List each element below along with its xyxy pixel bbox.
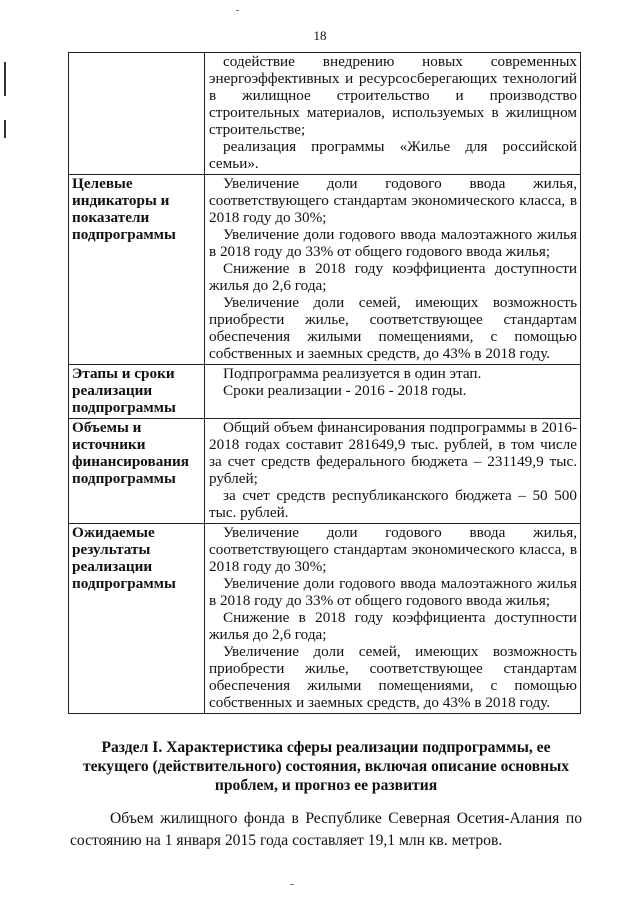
row-paragraph: Общий объем финансирования подпрограммы в 2016-2018 годах составит 281649,9 тыс. рублей, в том числе за счет средств федерального бюджета – 231149,9 тыс. рублей; xyxy=(209,419,577,487)
table-row xyxy=(69,524,581,714)
scan-artifact xyxy=(290,884,294,885)
section-heading: Раздел I. Характеристика сферы реализации подпрограммы, ее текущего (действительного) состояния, включая описание основных проблем, и прогноз ее развития xyxy=(82,739,570,794)
scan-margin-mark xyxy=(4,62,6,96)
row-label: Ожидаемые результаты реализации подпрограммы xyxy=(69,524,205,714)
row-content xyxy=(205,175,581,365)
body-paragraph: Объем жилищного фонда в Республике Северная Осетия-Алания по состоянию на 1 января 2015 года составляет 19,1 млн кв. метров. xyxy=(70,810,582,849)
row-paragraph: Увеличение доли годового ввода жилья, соответствующего стандартам экономического класса, в 2018 году до 30%; xyxy=(209,524,577,575)
row-paragraph: содействие внедрению новых современных энергоэффективных и ресурсосберегающих технологий в жилищное строительство и производство строительных материалов, используемых в жилищном строительстве; xyxy=(209,53,577,138)
row-paragraph: Снижение в 2018 году коэффициента доступности жилья до 2,6 года; xyxy=(209,260,577,294)
table-row xyxy=(69,175,581,365)
row-paragraph: реализация программы «Жилье для российской семьи». xyxy=(209,138,577,172)
scan-artifact xyxy=(236,10,239,11)
row-label: Целевые индикаторы и показатели подпрограммы xyxy=(69,175,205,365)
scan-margin-mark xyxy=(4,120,6,138)
row-label xyxy=(69,53,205,175)
row-paragraph: Увеличение доли годового ввода малоэтажного жилья в 2018 году до 33% от общего годового ввода жилья; xyxy=(209,226,577,260)
row-content xyxy=(205,365,581,419)
row-content xyxy=(205,524,581,714)
row-paragraph: Увеличение доли годового ввода жилья, соответствующего стандартам экономического класса, в 2018 году до 30%; xyxy=(209,175,577,226)
page-number: 18 xyxy=(313,28,327,43)
row-label: Этапы и сроки реализации подпрограммы xyxy=(69,365,205,419)
row-paragraph: Сроки реализации - 2016 - 2018 годы. xyxy=(223,382,467,399)
row-content xyxy=(205,419,581,524)
subprogram-passport-table xyxy=(68,52,581,714)
table-row xyxy=(69,419,581,524)
row-paragraph: Увеличение доли семей, имеющих возможность приобрести жилье, соответствующее стандартам обеспечения жилыми помещениями, с помощью собственных и заемных средств, до 43% в 2018 году. xyxy=(209,294,577,362)
table-row xyxy=(69,365,581,419)
row-paragraph: Подпрограмма реализуется в один этап. xyxy=(223,365,482,382)
row-paragraph: Увеличение доли годового ввода малоэтажного жилья в 2018 году до 33% от общего годового ввода жилья; xyxy=(209,575,577,609)
row-paragraph: Снижение в 2018 году коэффициента доступности жилья до 2,6 года; xyxy=(209,609,577,643)
row-content xyxy=(205,53,581,175)
table-row xyxy=(69,53,581,175)
row-paragraph: Увеличение доли семей, имеющих возможность приобрести жилье, соответствующее стандартам обеспечения жилыми помещениями, с помощью собственных и заемных средств, до 43% в 2018 году. xyxy=(209,643,577,711)
row-paragraph: за счет средств республиканского бюджета – 50 500 тыс. рублей. xyxy=(209,487,577,521)
row-label: Объемы и источники финансирования подпрограммы xyxy=(69,419,205,524)
